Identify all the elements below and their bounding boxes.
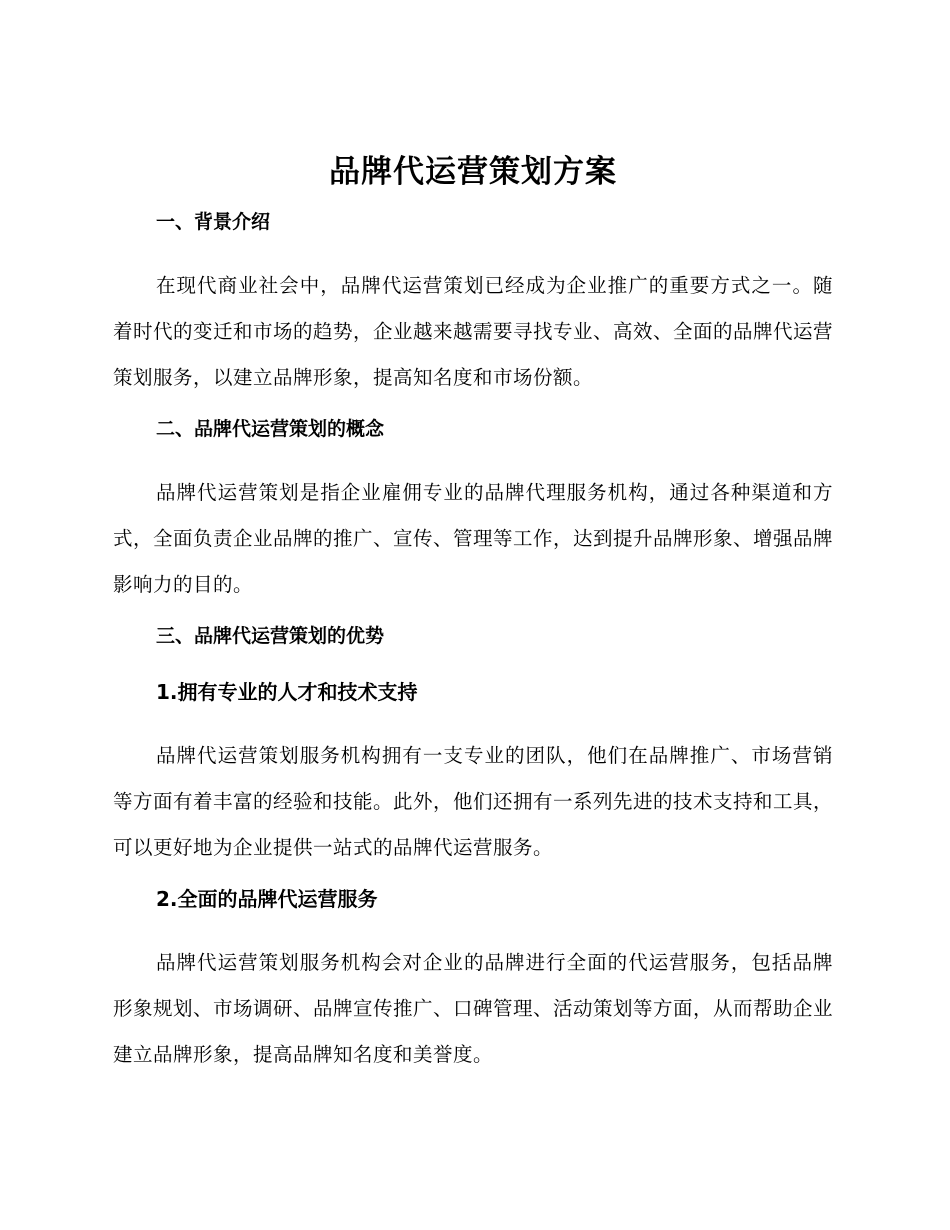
- document-title: 品牌代运营策划方案: [329, 154, 617, 190]
- subheading-comprehensive-service: 2.全面的品牌代运营服务: [156, 887, 378, 911]
- paragraph-professional-talent: 品牌代运营策划服务机构拥有一支专业的团队，他们在品牌推广、市场营销等方面有着丰富的经验和技能。此外，他们还拥有一系列先进的技术支持和工具，可以更好地为企业提供一站式的品牌代运营服务。: [113, 744, 834, 859]
- section-heading-background: 一、背景介绍: [156, 211, 271, 233]
- section-heading-advantages: 三、品牌代运营策划的优势: [156, 625, 385, 647]
- paragraph-background: 在现代商业社会中，品牌代运营策划已经成为企业推广的重要方式之一。随着时代的变迁和市场的趋势，企业越来越需要寻找专业、高效、全面的品牌代运营策划服务，以建立品牌形象，提高知名度和市场份额。: [113, 274, 834, 389]
- paragraph-comprehensive-service: 品牌代运营策划服务机构会对企业的品牌进行全面的代运营服务，包括品牌形象规划、市场调研、品牌宣传推广、口碑管理、活动策划等方面，从而帮助企业建立品牌形象，提高品牌知名度和美誉度。: [113, 951, 834, 1066]
- paragraph-concept: 品牌代运营策划是指企业雇佣专业的品牌代理服务机构，通过各种渠道和方式，全面负责企业品牌的推广、宣传、管理等工作，达到提升品牌形象、增强品牌影响力的目的。: [113, 481, 834, 596]
- document-body: [113, 150, 833, 1091]
- subheading-professional-talent: 1.拥有专业的人才和技术支持: [156, 680, 418, 704]
- section-heading-concept: 二、品牌代运营策划的概念: [156, 418, 385, 440]
